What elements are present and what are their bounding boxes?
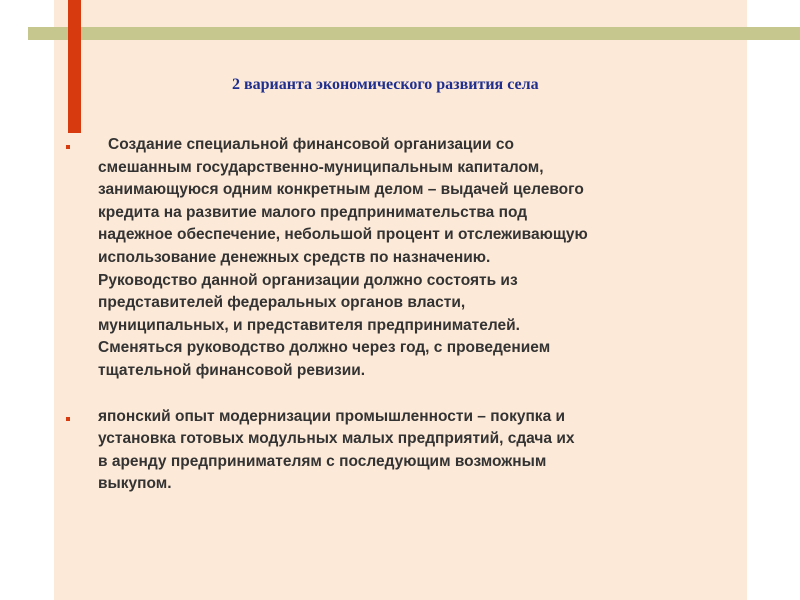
- decorative-vertical-bar: [68, 0, 81, 133]
- bullet-marker-icon: [66, 417, 70, 421]
- bullet-item-financial-organization: [66, 134, 736, 383]
- bullet-item-japanese-experience: [66, 406, 736, 496]
- decorative-horizontal-bar: [28, 27, 800, 40]
- bullet-list: [66, 134, 736, 496]
- slide-title: 2 варианта экономического развития села: [232, 76, 539, 93]
- bullet-text: японский опыт модернизации промышленности – покупка и установка готовых модульных малых предприятий, сдача их в аренду предпринимателям с последующим возможным выкупом.: [98, 407, 575, 493]
- bullet-marker-icon: [66, 145, 70, 149]
- bullet-text: Создание специальной финансовой организации со смешанным государственно-муниципальным капиталом, занимающуюся одним конкретным делом – выдачей целевого кредита на развитие малого предпринимательства под надежное обеспечение, небольшой процент и отслеживающую использование денежных средств по назначению. Руководство данной организации должно состоять из представителей федеральных органов власти, муниципальных, и представителя предпринимателей. Сменяться руководство должно через год, с проведением тщательной финансовой ревизии.: [98, 136, 588, 379]
